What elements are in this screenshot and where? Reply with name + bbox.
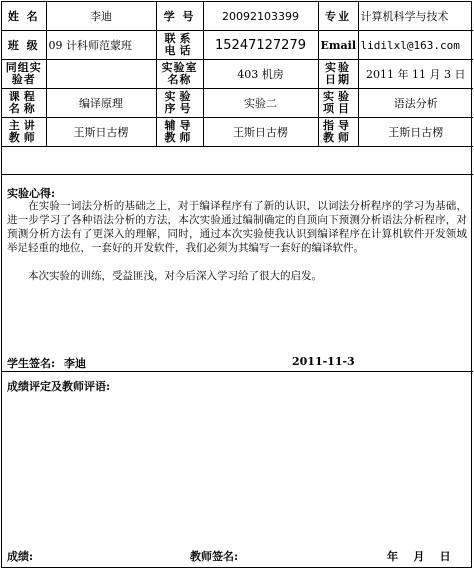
phone-value: 15247127279 xyxy=(203,31,318,60)
advisor-value: 王斯日古楞 xyxy=(358,118,473,147)
course-value: 编译原理 xyxy=(46,89,156,118)
student-id-label: 学 号 xyxy=(156,2,203,31)
lab-value: 403 机房 xyxy=(203,60,318,89)
info-row-1 xyxy=(2,2,473,31)
info-table xyxy=(2,2,473,147)
evaluation-date: 年 月 日 xyxy=(387,550,451,563)
exp-no-value: 实验二 xyxy=(203,89,318,118)
student-id-value: 20092103399 xyxy=(203,2,318,31)
info-row-4 xyxy=(2,89,473,118)
date-value: 2011 年 11 月 3 日 xyxy=(358,60,473,89)
reflection-paragraph-1: 在实验一词法分析的基础之上，对于编译程序有了新的认识，以词法分析程序的学习为基础，进一步学习了各种语法分析的方法，本次实验通过编制确定的自顶向下预测分析语法分析程序，对预测分析方法有了更深入的理解，同时，通过本次实验使我认识到编译程序在计算机软件开发领域举足轻重的地位，一套好的开发软件，我们必须为其编写一套好的编译软件。 xyxy=(7,200,467,254)
reflection-heading: 实验心得: xyxy=(7,187,56,200)
email-label: Email xyxy=(318,31,358,60)
lab-label: 实验室名称 xyxy=(156,60,203,89)
student-signature-label: 学生签名: xyxy=(7,357,56,370)
assistant-value: 王斯日古楞 xyxy=(203,118,318,147)
class-label: 班 级 xyxy=(2,31,46,60)
exp-no-label: 实验序号 xyxy=(156,89,203,118)
phone-label: 联系电话 xyxy=(156,31,203,60)
reflection-paragraph-2: 本次实验的训练，受益匪浅，对今后深入学习给了很大的启发。 xyxy=(28,270,322,282)
advisor-label: 指导教师 xyxy=(318,118,358,147)
major-value: 计算机科学与技术 xyxy=(358,2,473,31)
project-value: 语法分析 xyxy=(358,89,473,118)
name-value: 李迪 xyxy=(46,2,156,31)
class-value: 09 计科师范蒙班 xyxy=(46,31,156,60)
teacher-signature-label: 教师签名: xyxy=(190,550,239,563)
lecturer-label: 主讲教师 xyxy=(2,118,46,147)
partner-label: 同组实验者 xyxy=(2,60,46,89)
project-label: 实验项目 xyxy=(318,89,358,118)
signature-date: 2011-11-3 xyxy=(292,355,355,368)
assistant-label: 辅导教师 xyxy=(156,118,203,147)
date-label: 实验日期 xyxy=(318,60,358,89)
lecturer-value: 王斯日古楞 xyxy=(46,118,156,147)
info-row-3 xyxy=(2,60,473,89)
partner-value xyxy=(46,60,156,89)
student-signature: 李迪 xyxy=(64,357,86,370)
major-label: 专业 xyxy=(318,2,358,31)
evaluation-heading: 成绩评定及教师评语: xyxy=(7,380,111,393)
reflection-section xyxy=(2,174,473,371)
evaluation-section xyxy=(2,371,473,568)
score-label: 成绩: xyxy=(7,550,34,563)
info-row-5 xyxy=(2,118,473,147)
name-label: 姓 名 xyxy=(2,2,46,31)
course-label: 课程名称 xyxy=(2,89,46,118)
info-row-2 xyxy=(2,31,473,60)
report-form xyxy=(1,1,472,568)
email-value: lidilxl@163.com xyxy=(358,31,473,60)
